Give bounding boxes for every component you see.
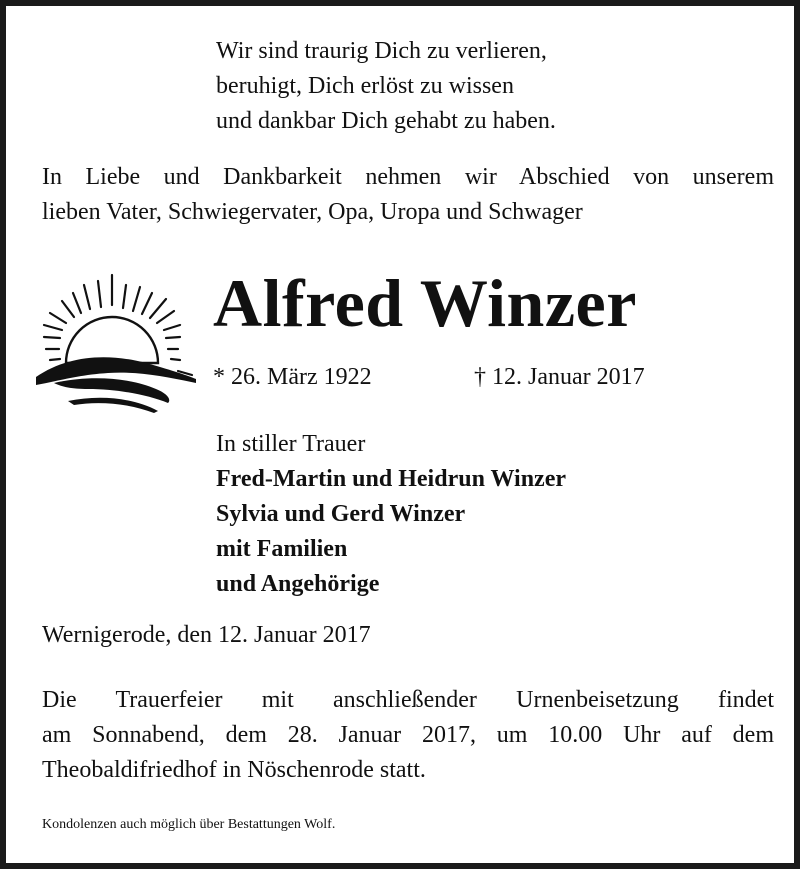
ceremony-line-1: Die Trauerfeier mit anschließender Urnenbeisetzung findet	[42, 687, 774, 713]
intro-line-2: lieben Vater, Schwiegervater, Opa, Uropa und Schwager	[42, 199, 583, 225]
poem-line: und dankbar Dich gehabt zu haben.	[216, 108, 556, 134]
ceremony-line-2: am Sonnabend, dem 28. Januar 2017, um 10.00 Uhr auf dem	[42, 722, 774, 748]
mourner-line: Fred-Martin und Heidrun Winzer	[216, 466, 567, 492]
intro-line-1: In Liebe und Dankbarkeit nehmen wir Abschied von unserem	[42, 164, 774, 190]
poem-line: beruhigt, Dich erlöst zu wissen	[216, 73, 514, 99]
poem-line: Wir sind traurig Dich zu verlieren,	[216, 38, 547, 64]
deceased-name: Alfred Winzer	[213, 265, 637, 341]
mourner-line: mit Familien	[216, 536, 348, 562]
mourners-block	[216, 427, 566, 602]
mourner-line: Sylvia und Gerd Winzer	[216, 501, 466, 527]
mourners-heading: In stiller Trauer	[216, 431, 366, 457]
condolence-note: Kondolenzen auch möglich über Bestattungen Wolf.	[42, 817, 336, 832]
place-and-date: Wernigerode, den 12. Januar 2017	[42, 622, 371, 648]
death-date: † 12. Januar 2017	[474, 364, 645, 390]
birth-date: * 26. März 1922	[213, 364, 372, 390]
ceremony-line-3: Theobaldifriedhof in Nöschenrode statt.	[42, 757, 426, 783]
sunset-over-hills-icon	[28, 271, 196, 419]
mourner-line: und Angehörige	[216, 571, 380, 597]
poem	[216, 34, 556, 139]
